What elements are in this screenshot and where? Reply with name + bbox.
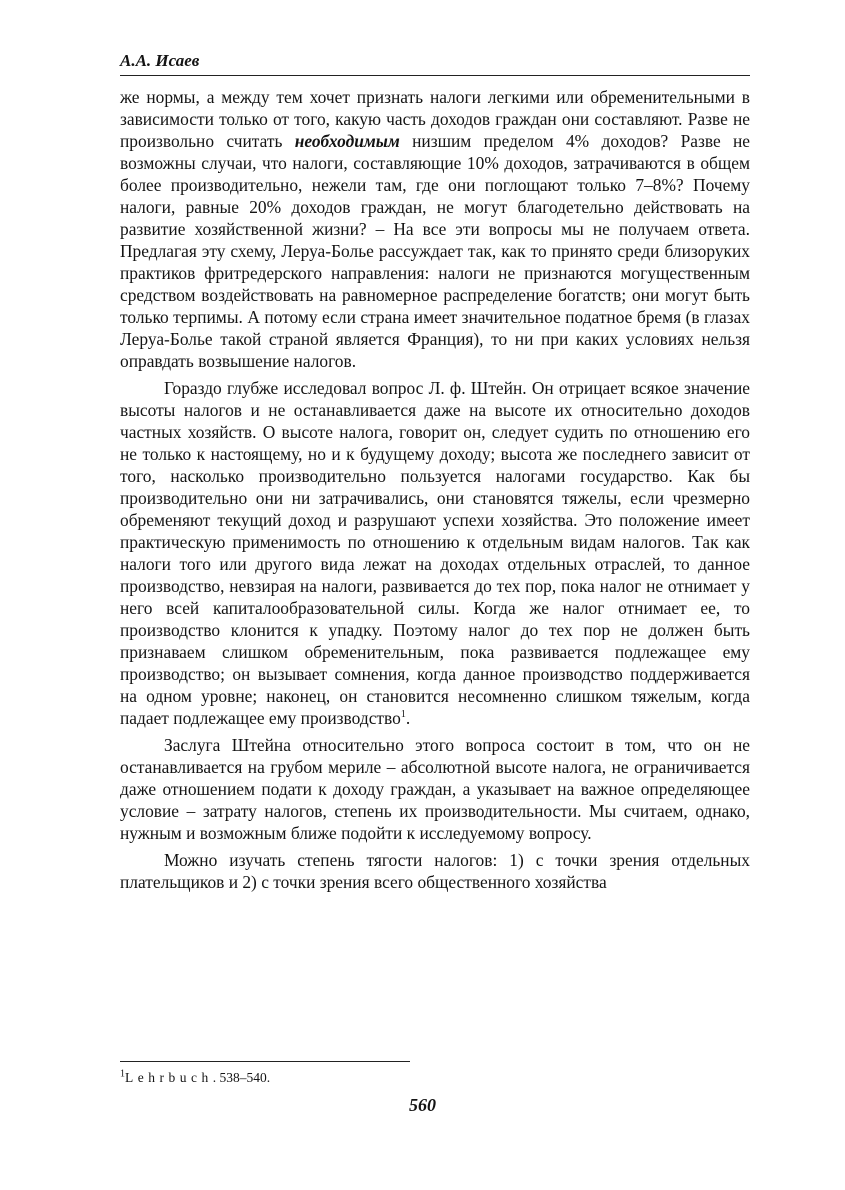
page-number: 560 [409, 1095, 436, 1115]
body-text [120, 86, 750, 893]
paragraph-1 [120, 86, 750, 372]
footnote-reference[interactable]: 1 [400, 709, 406, 721]
footnote-rule [120, 1061, 410, 1062]
footnote-pages: . 538–540. [212, 1070, 271, 1085]
paragraph-2-text: Гораздо глубже исследовал вопрос Л. ф. Штейн. Он отрицает всякое значение высоты налогов и не останавливается даже на высоте их относительно доходов частных хозяйств. О высоте налога, говорит он, следует судить по отношению его не только к настоящему, но и к будущему доходу; высота же последнего зависит от того, насколько производительно пользуется налогами государство. Как бы производительно они ни затрачивались, они становятся тяжелы, если чрезмерно обременяют текущий доход и разрушают успехи хозяйства. Это положение имеет практическую применимость по отношению к отдельным видам налогов. Так как налоги того или другого вида лежат на доходах отдельных отраслей, то данное производство, невзирая на налоги, развивается до тех пор, пока налог не отнимает у него всей капиталообразовательной силы. Когда же налог отнимает ее, то производство клонится к упадку. Поэтому налог до тех пор не должен быть признаваем слишком обременительным, пока развивается подлежащее ему производство; он вызывает сомнения, когда данное производство поддерживается на одном уровне; наконец, он становится несомненно слишком тяжелым, когда падает подлежащее ему производство [120, 378, 750, 728]
header-rule [120, 75, 750, 76]
paragraph-2 [120, 377, 750, 729]
emphasis-word: необходимым [294, 131, 400, 151]
paragraph-2-end: . [405, 708, 411, 728]
paragraph-1-part-1: же нормы, а между тем хочет признать налоги легкими или обременительными в зависимости только от того, какую часть доходов граждан они составляют. Разве не произвольно считать [120, 87, 750, 151]
paragraph-1-part-2: низшим пределом 4% доходов? Разве не возможны случаи, что налоги, составляющие 10% доходов, затрачиваются в общем более производительно, нежели там, где они поглощают только 7–8%? Почему налоги, равные 20% доходов граждан, не могут благодетельно действовать на развитие хозяйственной жизни? – На все эти вопросы мы не получаем ответа. Предлагая эту схему, Леруа-Болье рассуждает так, как то принято среди близоруких практиков фритредерского направления: налоги не признаются могущественным средством воздействовать на равномерное распределение богатств; они могут быть только терпимы. А потому если страна имеет значительное податное бремя (в глазах Леруа-Болье такой страной является Франция), то ни при каких условиях нельзя оправдать возвышение налогов. [120, 131, 750, 371]
paragraph-4: Можно изучать степень тягости налогов: 1) с точки зрения отдельных плательщиков и 2) с точки зрения всего общественного хозяйства [120, 850, 750, 892]
paragraph-3: Заслуга Штейна относительно этого вопроса состоит в том, что он не останавливается на грубом мериле – абсолютной высоте налога, не ограничивается даже отношением подати к доходу граждан, а указывает на важное определяющее условие – затрату налогов, степень их производительности. Мы считаем, однако, нужным и возможным ближе подойти к исследуемому вопросу. [120, 735, 750, 843]
footnote-source: Lehrbuch [125, 1070, 213, 1085]
footnote [120, 1070, 270, 1086]
footnote-marker: 1 [120, 1068, 125, 1080]
running-head: А.А. Исаев [120, 51, 200, 70]
